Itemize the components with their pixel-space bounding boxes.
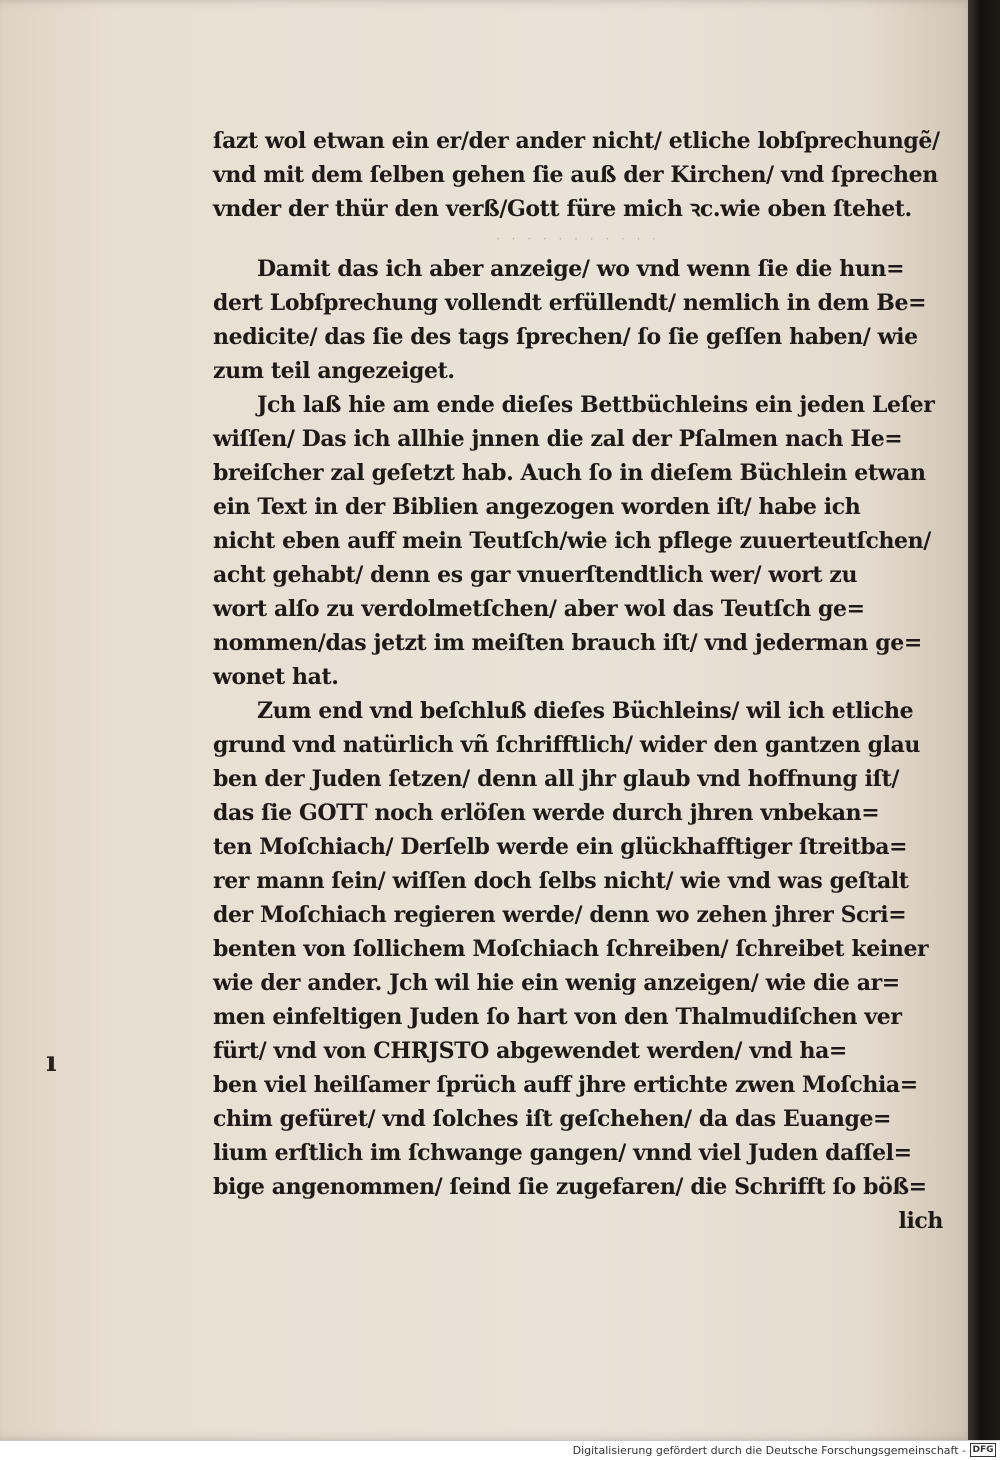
text-line: ſazt wol etwan ein er/der ander nicht/ etliche lobſprechungẽ/ [213, 128, 940, 154]
text-line: benten von ſollichem Moſchiach ſchreiben/ ſchreibet keiner [213, 936, 929, 962]
text-line: rer mann ſein/ wiſſen doch ſelbs nicht/ wie vnd was geſtalt [213, 868, 909, 894]
paragraph-1 [213, 252, 943, 388]
text-line: ein Text in der Biblien angezogen worden iſt/ habe ich [213, 494, 861, 520]
text-line: ten Moſchiach/ Derſelb werde ein glückhafftiger ſtreitba= [213, 834, 908, 860]
text-line: wiſſen/ Das ich allhie jnnen die zal der Pſalmen nach He= [213, 426, 903, 452]
text-line: nommen/das jetzt im meiſten brauch iſt/ vnd jederman ge= [213, 630, 922, 656]
text-line: Zum end vnd beſchluß dieſes Büchleins/ wil ich etliche [257, 698, 914, 724]
text-line: Jch laß hie am ende dieſes Bettbüchleins ein jeden Leſer [257, 392, 935, 418]
text-line: dert Lobſprechung vollendt erfüllendt/ nemlich in dem Be= [213, 290, 927, 316]
text-line: lium erſtlich im ſchwange gangen/ vnnd viel Juden daſſel= [213, 1140, 912, 1166]
text-line: breiſcher zal geſetzt hab. Auch ſo in dieſem Büchlein etwan [213, 460, 926, 486]
dfg-logo-icon[interactable]: DFG [970, 1443, 996, 1457]
text-line: ben der Juden ſetzen/ denn all jhr glaub vnd hoffnung iſt/ [213, 766, 900, 792]
text-line: nedicite/ das ſie des tags ſprechen/ ſo ſie geſſen haben/ wie [213, 324, 918, 350]
text-line: ben viel heilſamer ſprüch auff jhre ertichte zwen Moſchia= [213, 1072, 918, 1098]
catchword: lich [898, 1208, 943, 1234]
paragraph-3 [213, 694, 943, 1204]
text-line: vnder der thür den verß/Gott füre mich ꝛc.wie oben ſtehet. [213, 196, 912, 222]
text-line: der Moſchiach regieren werde/ denn wo zehen jhrer Scri= [213, 902, 907, 928]
margin-mark: ı [46, 1045, 57, 1078]
text-block [213, 124, 943, 1238]
text-line: men einfeltigen Juden ſo hart von den Thalmudiſchen ver [213, 1004, 902, 1030]
text-line: Damit das ich aber anzeige/ wo vnd wenn ſie die hun= [257, 256, 905, 282]
text-line: vnd mit dem ſelben gehen ſie auß der Kirchen/ vnd ſprechen [213, 162, 938, 188]
text-line: wie der ander. Jch wil hie ein wenig anzeigen/ wie die ar= [213, 970, 900, 996]
text-line: wort alſo zu verdolmetſchen/ aber wol das Teutſch ge= [213, 596, 865, 622]
page-edge [968, 0, 1000, 1440]
paragraph-2 [213, 388, 943, 694]
text-line: zum teil angezeiget. [213, 358, 455, 384]
text-line: wonet hat. [213, 664, 339, 690]
footer-bar [0, 1440, 1000, 1460]
text-line: chim gefüret/ vnd ſolches iſt geſchehen/ da das Euange= [213, 1106, 892, 1132]
text-line: das ſie GOTT noch erlöſen werde durch jhren vnbekan= [213, 800, 880, 826]
text-line: fürt/ vnd von CHRJSTO abgewendet werden/ vnd ha= [213, 1038, 847, 1064]
text-line: bige angenommen/ ſeind ſie zugefaren/ die Schrifft ſo böß= [213, 1174, 927, 1200]
funding-credit: Digitalisierung gefördert durch die Deutsche Forschungsgemeinschaft - [572, 1444, 966, 1457]
show-through-line: · · · · · · · · · · · [495, 232, 661, 246]
text-line: acht gehabt/ denn es gar vnuerſtendtlich wer/ wort zu [213, 562, 858, 588]
text-line: nicht eben auff mein Teutſch/wie ich pflege zuuerteutſchen/ [213, 528, 931, 554]
text-line: grund vnd natürlich vñ ſchrifftlich/ wider den gantzen glau [213, 732, 921, 758]
